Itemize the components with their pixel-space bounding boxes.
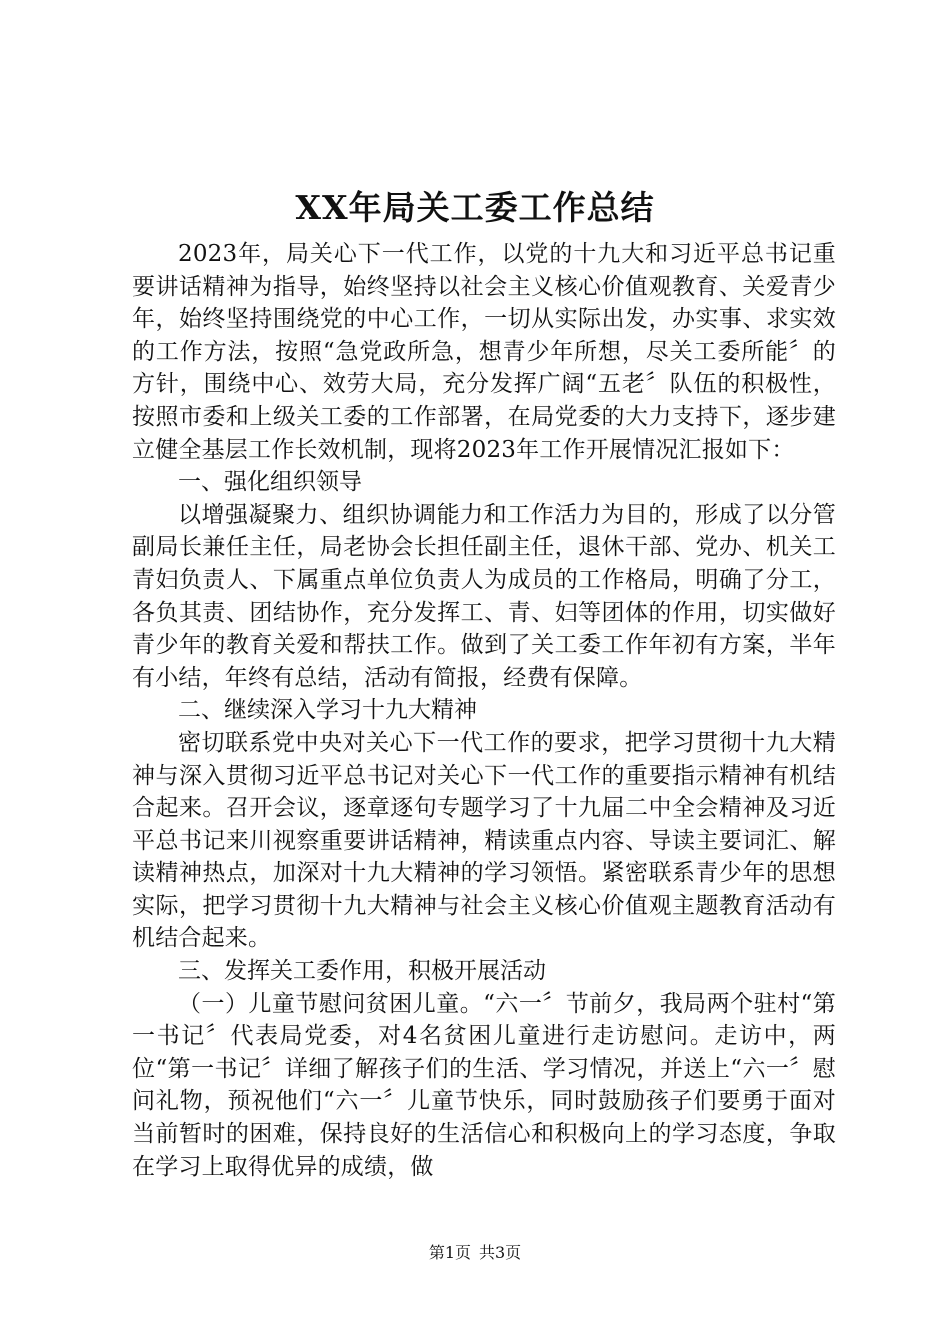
section-3-paragraph: （一）儿童节慰问贫困儿童。“六一〞节前夕，我局两个驻村“第一书记〞代表局党委，对4名贫困儿童进行走访慰问。走访中，两位“第一书记〞详细了解孩子们的生活、学习情况，并送上“六一〞慰问礼物，预祝他们“六一〞儿童节快乐，同时鼓励孩子们要勇于面对当前暂时的困难，保持良好的生活信心和积极向上的学习态度，争取在学习上取得优异的成绩，做 bbox=[132, 990, 836, 1180]
section-2-paragraph: 密切联系党中央对关心下一代工作的要求，把学习贯彻十九大精神与深入贯彻习近平总书记对关心下一代工作的重要指示精神有机结合起来。召开会议，逐章逐句专题学习了十九届二中全会精神及习近平总书记来川视察重要讲话精神，精读重点内容、导读主要词汇、解读精神热点，加深对十九大精神的学习领悟。紧密联系青少年的思想实际，把学习贯彻十九大精神与社会主义核心价值观主题教育活动有机结合起来。 bbox=[132, 729, 836, 952]
section-1-paragraph: 以增强凝聚力、组织协调能力和工作活力为目的，形成了以分管副局长兼任主任，局老协会长担任副主任，退休干部、党办、机关工青妇负责人、下属重点单位负责人为成员的工作格局，明确了分工，各负其责、团结协作，充分发挥工、青、妇等团体的作用，切实做好青少年的教育关爱和帮扶工作。做到了关工委工作年初有方案，半年有小结，年终有总结，活动有简报，经费有保障。 bbox=[132, 501, 836, 691]
page-footer bbox=[0, 1243, 950, 1263]
document-title: XX年局关工委工作总结 bbox=[295, 188, 655, 227]
section-heading-1: 一、强化组织领导 bbox=[178, 469, 362, 496]
intro-paragraph: 2023年，局关心下一代工作，以党的十九大和习近平总书记重要讲话精神为指导，始终坚持以社会主义核心价值观教育、关爱青少年，始终坚持围绕党的中心工作，一切从实际出发，办实事、求实效的工作方法，按照“急党政所急，想青少年所想，尽关工委所能〞的方针，围绕中心、效劳大局，充分发挥广阔“五老〞队伍的积极性，按照市委和上级关工委的工作部署，在局党委的大力支持下，逐步建立健全基层工作长效机制，现将2023年工作开展情况汇报如下： bbox=[132, 241, 836, 463]
page-number-total: 共3页 bbox=[479, 1243, 522, 1262]
page-number-current: 第1页 bbox=[428, 1243, 471, 1262]
section-heading-3: 三、发挥关工委作用，积极开展活动 bbox=[178, 958, 546, 985]
document-body bbox=[132, 238, 836, 1183]
section-heading-2: 二、继续深入学习十九大精神 bbox=[178, 697, 477, 724]
